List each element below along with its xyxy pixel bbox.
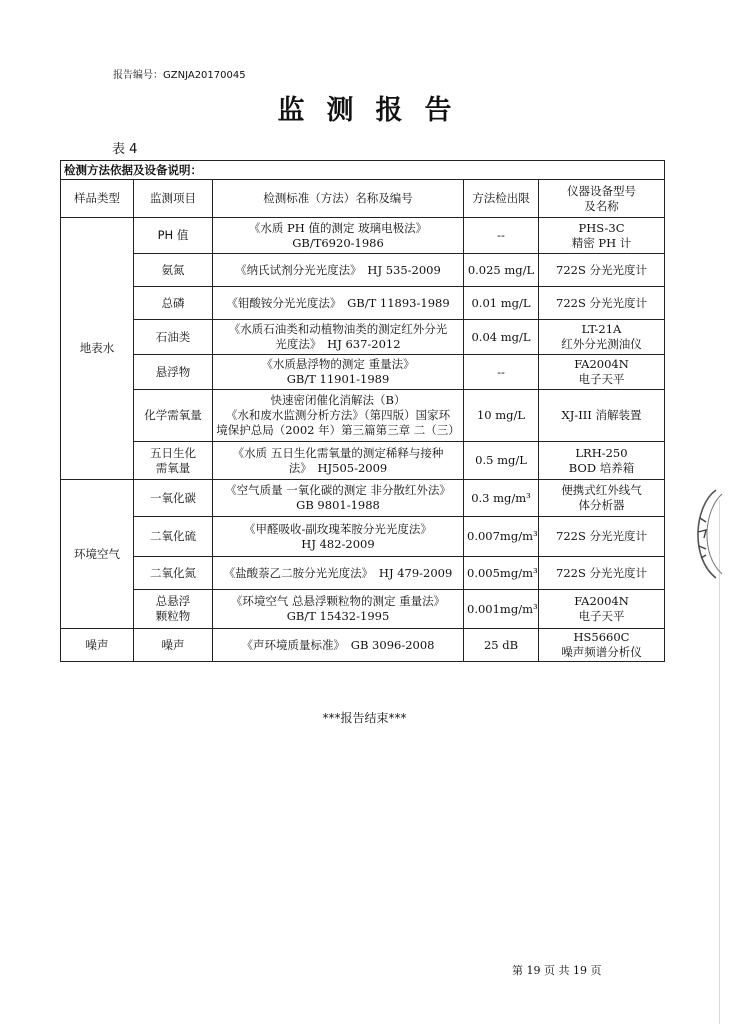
instrument-cell-line: 722S 分光光度计 bbox=[556, 529, 647, 543]
item-cell-line: 石油类 bbox=[155, 329, 191, 344]
item-cell-line: 总悬浮 bbox=[155, 594, 191, 608]
report-end-mark: ***报告结束*** bbox=[322, 711, 407, 725]
item-cell-line: 一氧化碳 bbox=[150, 490, 196, 505]
standard-cell bbox=[213, 320, 464, 355]
standard-cell bbox=[213, 287, 464, 320]
standard-cell-line: 《水质 五日生化需氧量的测定稀释与接种 bbox=[232, 445, 444, 460]
instrument-cell-line: 722S 分光光度计 bbox=[556, 295, 647, 310]
table-row bbox=[61, 254, 665, 287]
report-number: 报告编号：GZNJA20170045 bbox=[113, 70, 246, 81]
item-cell-line: 五日生化 bbox=[150, 445, 196, 460]
item-cell bbox=[134, 557, 213, 590]
table-row bbox=[61, 442, 665, 480]
detection-limit-cell: 0.025 mg/L bbox=[464, 254, 539, 287]
table-row bbox=[61, 629, 665, 662]
detection-limit-cell: 25 dB bbox=[464, 629, 539, 662]
instrument-cell-line: 便携式红外线气 bbox=[561, 483, 642, 497]
standard-cell-line: 《水质石油类和动植物油类的测定红外分光 bbox=[228, 322, 448, 336]
instrument-cell-line: LT-21A bbox=[581, 322, 622, 336]
standard-cell-line: GB/T6920-1986 bbox=[292, 235, 384, 250]
instrument-cell bbox=[539, 218, 665, 254]
table-row bbox=[61, 287, 665, 320]
item-cell-line: 需氧量 bbox=[155, 460, 191, 475]
detection-limit-cell: 0.01 mg/L bbox=[464, 287, 539, 320]
standard-cell-line: 快速密闭催化消解法（B） bbox=[270, 393, 406, 407]
standard-cell bbox=[213, 355, 464, 390]
instrument-cell-line: FA2004N bbox=[574, 357, 629, 371]
item-cell bbox=[134, 442, 213, 480]
page-title: 监测报告 bbox=[277, 95, 474, 126]
table-row bbox=[61, 390, 665, 442]
item-cell bbox=[134, 480, 213, 517]
item-cell bbox=[134, 287, 213, 320]
col-header-sample-type: 样品类型 bbox=[61, 180, 134, 218]
item-cell bbox=[134, 218, 213, 254]
standard-cell-line: 法》 HJ505-2009 bbox=[288, 460, 388, 475]
item-cell bbox=[134, 629, 213, 662]
table-header-row bbox=[61, 180, 665, 218]
item-cell-line: 总磷 bbox=[161, 295, 185, 310]
detection-limit-cell: -- bbox=[464, 218, 539, 254]
method-equipment-table bbox=[60, 160, 665, 662]
instrument-cell-line: 722S 分光光度计 bbox=[556, 565, 647, 580]
detection-limit-cell: 0.5 mg/L bbox=[464, 442, 539, 480]
instrument-cell-line: 红外分光测油仪 bbox=[561, 337, 642, 351]
item-cell-line: 颗粒物 bbox=[155, 609, 191, 623]
instrument-cell bbox=[539, 590, 665, 629]
col-header-standard: 检测标准（方法）名称及编号 bbox=[213, 180, 464, 218]
detection-limit-cell: 0.007mg/m³ bbox=[464, 517, 539, 557]
standard-cell-line: 《水质悬浮物的测定 重量法》 bbox=[261, 357, 415, 371]
standard-cell-line: 光度法》 HJ 637-2012 bbox=[275, 337, 401, 351]
standard-cell bbox=[213, 557, 464, 590]
standard-cell-line: 《水和废水监测分析方法》（第四版）国家环 bbox=[225, 408, 451, 422]
instrument-cell bbox=[539, 557, 665, 590]
item-cell bbox=[134, 390, 213, 442]
detection-limit-cell: 0.3 mg/m³ bbox=[464, 480, 539, 517]
instrument-cell-line: FA2004N bbox=[574, 594, 629, 608]
instrument-cell bbox=[539, 517, 665, 557]
item-cell bbox=[134, 590, 213, 629]
instrument-cell-line: 体分析器 bbox=[578, 498, 625, 512]
item-cell-line: 噪声 bbox=[161, 637, 185, 652]
instrument-cell bbox=[539, 480, 665, 517]
instrument-cell bbox=[539, 629, 665, 662]
item-cell-line: 化学需氧量 bbox=[144, 408, 202, 422]
standard-cell bbox=[213, 480, 464, 517]
sample-type-cell: 环境空气 bbox=[61, 480, 134, 629]
standard-cell-line: 《声环境质量标准》 GB 3096-2008 bbox=[241, 637, 435, 652]
item-cell bbox=[134, 254, 213, 287]
table-label: 表 4 bbox=[112, 142, 138, 157]
standard-cell-line: 《空气质量 一氧化碳的测定 非分散红外法》 bbox=[225, 483, 451, 497]
standard-cell bbox=[213, 218, 464, 254]
standard-cell bbox=[213, 517, 464, 557]
instrument-cell bbox=[539, 254, 665, 287]
detection-limit-cell: 10 mg/L bbox=[464, 390, 539, 442]
col-header-instrument-line: 及名称 bbox=[584, 198, 619, 213]
item-cell-line: 悬浮物 bbox=[155, 364, 191, 379]
instrument-cell bbox=[539, 390, 665, 442]
detection-limit-cell: 0.001mg/m³ bbox=[464, 590, 539, 629]
item-cell bbox=[134, 355, 213, 390]
table-section-title: 检测方法依据及设备说明： bbox=[61, 161, 665, 180]
standard-cell bbox=[213, 254, 464, 287]
instrument-cell-line: LRH-250 bbox=[575, 445, 628, 460]
standard-cell-line: 境保护总局（2002 年）第三篇第三章 二（三） bbox=[216, 423, 460, 437]
standard-cell-line: GB/T 11901-1989 bbox=[286, 372, 390, 386]
col-header-detection-limit: 方法检出限 bbox=[464, 180, 539, 218]
table-row bbox=[61, 355, 665, 390]
seal-stamp-fragment bbox=[686, 488, 726, 580]
instrument-cell-line: 精密 PH 计 bbox=[571, 235, 632, 250]
page-number: 第 19 页 共 19 页 bbox=[512, 964, 602, 977]
standard-cell-line: 《甲醛吸收-副玫瑰苯胺分光光度法》 bbox=[244, 521, 432, 536]
item-cell-line: 二氧化硫 bbox=[150, 529, 196, 543]
item-cell-line: PH 值 bbox=[157, 228, 189, 242]
standard-cell-line: GB/T 15432-1995 bbox=[286, 609, 390, 623]
col-header-instrument bbox=[539, 180, 665, 218]
instrument-cell-line: 噪声频谱分析仪 bbox=[561, 645, 642, 659]
table-row bbox=[61, 320, 665, 355]
table-row bbox=[61, 480, 665, 517]
standard-cell bbox=[213, 590, 464, 629]
instrument-cell bbox=[539, 355, 665, 390]
item-cell-line: 氨氮 bbox=[161, 262, 185, 277]
standard-cell bbox=[213, 629, 464, 662]
detection-limit-cell: 0.04 mg/L bbox=[464, 320, 539, 355]
detection-limit-cell: 0.005mg/m³ bbox=[464, 557, 539, 590]
col-header-instrument-line: 仪器设备型号 bbox=[567, 183, 636, 198]
standard-cell-line: 《盐酸萘乙二胺分光光度法》 HJ 479-2009 bbox=[223, 565, 453, 580]
standard-cell-line: 《水质 PH 值的测定 玻璃电极法》 bbox=[248, 220, 428, 235]
sample-type-cell: 噪声 bbox=[61, 629, 134, 662]
standard-cell-line: 《纳氏试剂分光光度法》 HJ 535-2009 bbox=[235, 262, 441, 277]
instrument-cell-line: HS5660C bbox=[573, 630, 630, 644]
instrument-cell bbox=[539, 442, 665, 480]
instrument-cell-line: 722S 分光光度计 bbox=[556, 262, 647, 277]
standard-cell bbox=[213, 390, 464, 442]
standard-cell-line: HJ 482-2009 bbox=[301, 536, 375, 551]
detection-limit-cell: -- bbox=[464, 355, 539, 390]
instrument-cell-line: 电子天平 bbox=[578, 609, 625, 623]
instrument-cell bbox=[539, 287, 665, 320]
item-cell bbox=[134, 320, 213, 355]
table-row bbox=[61, 557, 665, 590]
table-row bbox=[61, 590, 665, 629]
instrument-cell-line: XJ-III 消解装置 bbox=[561, 408, 642, 422]
item-cell bbox=[134, 517, 213, 557]
standard-cell-line: 《钼酸铵分光光度法》 GB/T 11893-1989 bbox=[226, 295, 450, 310]
instrument-cell-line: 电子天平 bbox=[578, 372, 625, 386]
standard-cell-line: GB 9801-1988 bbox=[296, 498, 380, 512]
table-section-title-row bbox=[61, 161, 665, 180]
standard-cell-line: 《环境空气 总悬浮颗粒物的测定 重量法》 bbox=[230, 594, 446, 608]
table-row bbox=[61, 218, 665, 254]
standard-cell bbox=[213, 442, 464, 480]
sample-type-cell: 地表水 bbox=[61, 218, 134, 480]
instrument-cell-line: BOD 培养箱 bbox=[568, 460, 635, 475]
table-row bbox=[61, 517, 665, 557]
instrument-cell-line: PHS-3C bbox=[578, 220, 625, 235]
instrument-cell bbox=[539, 320, 665, 355]
col-header-item: 监测项目 bbox=[134, 180, 213, 218]
item-cell-line: 二氧化氮 bbox=[150, 565, 196, 580]
